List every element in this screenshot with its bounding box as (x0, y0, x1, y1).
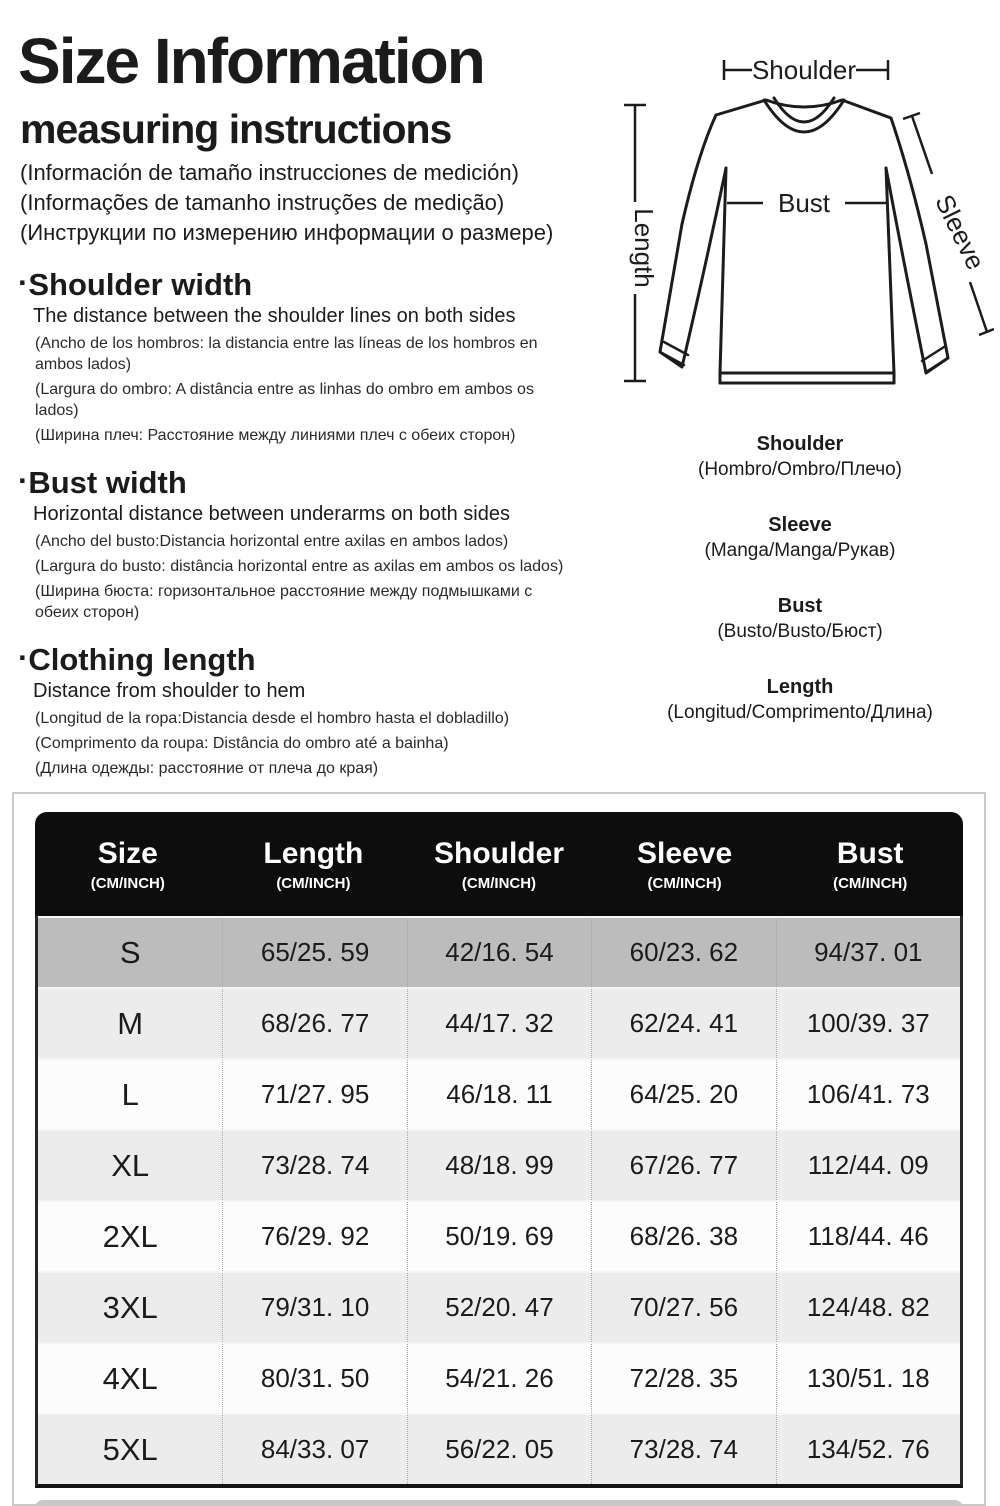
column-unit: (CM/INCH) (276, 874, 351, 892)
diagram-sleeve-label: Sleeve (929, 189, 991, 275)
size-value: 5XL (102, 1431, 158, 1467)
table-row-l (38, 1058, 960, 1129)
diagram-length-label: Length (629, 208, 659, 288)
section-note-pt: (Largura do busto: distância horizontal entre as axilas em ambos os lados) (35, 558, 564, 575)
column-label: Length (263, 836, 364, 870)
table-row-5xl (38, 1413, 960, 1484)
section-note-ru: (Ширина бюста: горизонтальное расстояние между подмышками с обеих сторон) (35, 583, 533, 621)
sleeve-value: 72/28. 35 (591, 1344, 775, 1413)
legend-translations: (Longitud/Comprimento/Длина) (667, 702, 933, 723)
bullet-dot: · (18, 640, 29, 675)
column-label: Shoulder (433, 836, 564, 870)
header-cell-sleeve (592, 837, 778, 892)
shoulder-value: 50/19. 69 (407, 1202, 591, 1271)
sleeve-value: 70/27. 56 (591, 1273, 775, 1342)
section-heading (18, 639, 596, 679)
bullet-dot: · (18, 265, 29, 300)
size-value: 2XL (102, 1218, 158, 1254)
bust-value: 94/37. 01 (776, 918, 960, 987)
length-value: 68/26. 77 (222, 989, 406, 1058)
legend-term: Bust (777, 595, 823, 617)
size-value: 3XL (102, 1289, 158, 1325)
section-heading (18, 462, 596, 502)
size-table-header (35, 812, 963, 916)
measure-translation-legend (612, 432, 988, 756)
legend-item-length (612, 675, 988, 725)
header-cell-size (35, 837, 221, 892)
bullet-dot: · (18, 463, 29, 498)
length-value: 84/33. 07 (222, 1415, 406, 1484)
shoulder-value: 42/16. 54 (407, 918, 591, 987)
length-value: 79/31. 10 (222, 1273, 406, 1342)
shoulder-value: 46/18. 11 (407, 1060, 591, 1129)
section-note-ru: (Ширина плеч: Расстояние между линиями плеч с обеих сторон) (35, 427, 516, 444)
legend-translations: (Manga/Manga/Рукав) (704, 540, 896, 561)
section-description: Horizontal distance between underarms on both sides (33, 503, 510, 525)
header-cell-length (221, 837, 407, 892)
column-unit: (CM/INCH) (90, 874, 165, 892)
shoulder-value: 52/20. 47 (407, 1273, 591, 1342)
size-value: L (121, 1076, 139, 1112)
legend-item-shoulder (612, 432, 988, 482)
size-table-body (35, 916, 963, 1488)
title-note-ru: (Инструкции по измерению информации о размере) (20, 220, 554, 245)
bust-value: 112/44. 09 (776, 1131, 960, 1200)
column-unit: (CM/INCH) (647, 874, 722, 892)
sleeve-value: 60/23. 62 (591, 918, 775, 987)
column-label: Sleeve (637, 836, 733, 870)
section-title: Shoulder width (28, 267, 253, 302)
table-row-xl (38, 1129, 960, 1200)
length-value: 80/31. 50 (222, 1344, 406, 1413)
legend-term: Sleeve (768, 514, 832, 536)
measuring-instructions-column (18, 18, 596, 779)
legend-term: Shoulder (756, 433, 844, 455)
size-table (35, 812, 963, 1488)
section-note-pt: (Comprimento da roupa: Distância do ombro até a bainha) (35, 735, 449, 752)
length-value: 65/25. 59 (222, 918, 406, 987)
shoulder-value: 48/18. 99 (407, 1131, 591, 1200)
header-cell-shoulder (406, 837, 592, 892)
section-note-pt: (Largura do ombro: A distância entre as linhas do ombro em ambos os lados) (35, 381, 534, 419)
legend-item-sleeve (612, 513, 988, 563)
column-label: Size (97, 836, 158, 870)
shoulder-value: 56/22. 05 (407, 1415, 591, 1484)
size-value: S (119, 934, 141, 970)
length-value: 73/28. 74 (222, 1131, 406, 1200)
section-heading (18, 264, 596, 304)
bust-value: 130/51. 18 (776, 1344, 960, 1413)
title-note-es: (Información de tamaño instrucciones de medición) (20, 160, 519, 185)
next-section-edge (35, 1500, 963, 1506)
column-label: Bust (836, 836, 904, 870)
shirt-outline-icon (660, 98, 948, 383)
size-table-panel (12, 792, 986, 1506)
length-value: 76/29. 92 (222, 1202, 406, 1271)
length-value: 71/27. 95 (222, 1060, 406, 1129)
sleeve-value: 67/26. 77 (591, 1131, 775, 1200)
legend-term: Length (766, 676, 834, 698)
table-row-2xl (38, 1200, 960, 1271)
shirt-measurement-diagram (598, 34, 994, 422)
table-row-3xl (38, 1271, 960, 1342)
bust-value: 118/44. 46 (776, 1202, 960, 1271)
section-title: Bust width (28, 465, 187, 500)
section-note-es: (Ancho de los hombros: la distancia entre las líneas de los hombros en ambos lados) (35, 335, 538, 373)
page-subtitle: measuring instructions (20, 106, 452, 152)
table-row-s (38, 916, 960, 987)
header-cell-bust (777, 837, 963, 892)
legend-item-bust (612, 594, 988, 644)
diagram-shoulder-label: Shoulder (751, 55, 857, 85)
section-bust-width (18, 462, 596, 623)
bust-value: 100/39. 37 (776, 989, 960, 1058)
table-row-4xl (38, 1342, 960, 1413)
section-clothing-length (18, 639, 596, 779)
section-note-es: (Ancho del busto:Distancia horizontal entre axilas en ambos lados) (35, 533, 509, 550)
bust-value: 134/52. 76 (776, 1415, 960, 1484)
sleeve-value: 62/24. 41 (591, 989, 775, 1058)
diagram-bust-label: Bust (777, 188, 831, 218)
shoulder-value: 44/17. 32 (407, 989, 591, 1058)
section-description: Distance from shoulder to hem (33, 680, 306, 702)
legend-translations: (Busto/Busto/Бюст) (717, 621, 883, 642)
size-value: 4XL (102, 1360, 158, 1396)
column-unit: (CM/INCH) (833, 874, 908, 892)
bust-value: 106/41. 73 (776, 1060, 960, 1129)
sleeve-value: 73/28. 74 (591, 1415, 775, 1484)
sleeve-value: 68/26. 38 (591, 1202, 775, 1271)
section-title: Clothing length (28, 642, 256, 677)
legend-translations: (Hombro/Ombro/Плечо) (698, 459, 902, 480)
title-note-pt: (Informações de tamanho instruções de medição) (20, 190, 505, 215)
size-value: M (117, 1005, 144, 1041)
column-unit: (CM/INCH) (461, 874, 537, 892)
shoulder-value: 54/21. 26 (407, 1344, 591, 1413)
section-shoulder-width (18, 264, 596, 446)
size-value: XL (111, 1147, 150, 1183)
bust-value: 124/48. 82 (776, 1273, 960, 1342)
section-note-es: (Longitud de la ropa:Distancia desde el hombro hasta el dobladillo) (35, 710, 510, 727)
table-row-m (38, 987, 960, 1058)
sleeve-value: 64/25. 20 (591, 1060, 775, 1129)
section-description: The distance between the shoulder lines on both sides (33, 305, 516, 327)
section-note-ru: (Длина одежды: расстояние от плеча до края) (35, 760, 379, 777)
page-title: Size Information (18, 25, 484, 97)
